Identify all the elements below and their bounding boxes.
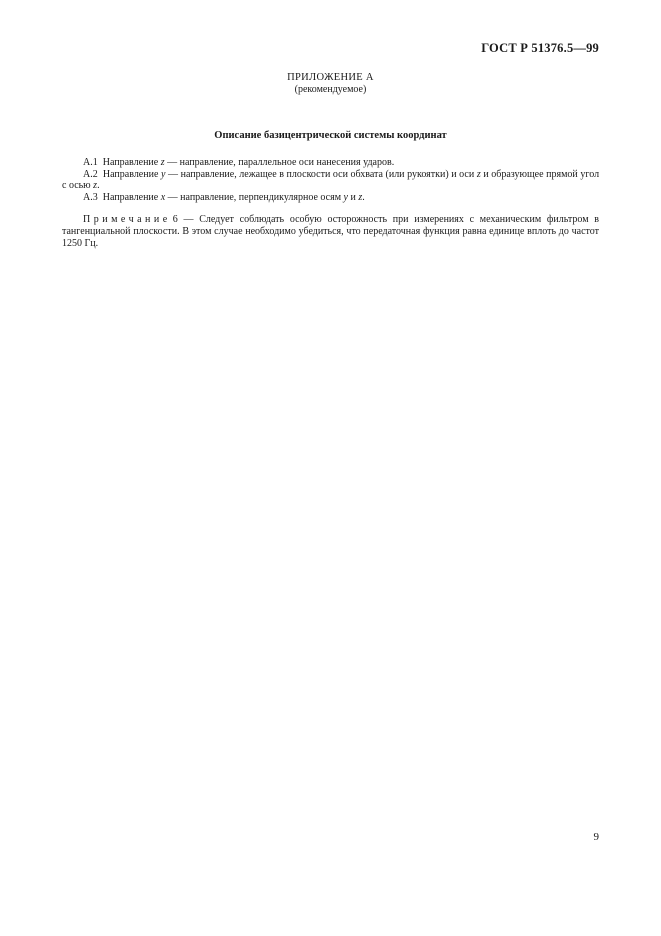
note-number: 6 xyxy=(172,214,178,226)
axis-symbol: z xyxy=(93,180,98,192)
item-number: А.1 xyxy=(83,157,98,168)
item-number: А.3 xyxy=(83,191,98,203)
item-a3 xyxy=(62,192,599,204)
note-label: Примечание xyxy=(83,214,171,226)
item-lead: Направление xyxy=(102,168,159,180)
item-text: и xyxy=(350,191,356,203)
axis-symbol: x xyxy=(160,191,166,203)
appendix-subtitle: (рекомендуемое) xyxy=(294,84,367,95)
item-text: и образующее прямой угол с осью xyxy=(62,168,600,192)
axis-symbol: y xyxy=(160,168,166,180)
axis-symbol: y xyxy=(343,191,348,203)
body-text xyxy=(62,157,599,249)
axis-symbol: z xyxy=(160,157,165,168)
item-a1 xyxy=(62,157,599,169)
item-lead: Направление xyxy=(102,157,159,168)
note-paragraph xyxy=(62,214,599,249)
item-a2 xyxy=(62,169,599,192)
item-end: . xyxy=(362,191,365,203)
item-number: А.2 xyxy=(83,168,98,180)
appendix-title: ПРИЛОЖЕНИЕ А xyxy=(287,72,374,83)
axis-symbol: z xyxy=(476,168,481,180)
item-text: — направление, параллельное оси нанесения ударов. xyxy=(167,157,395,168)
note-text: — Следует соблюдать особую осторожность при измерениях с механическим фильтром в тангенциальной плоскости. В этом случае необходимо убедиться, что передаточная функция равна единице вплоть до частот 1250 Гц. xyxy=(62,214,599,249)
item-text: — направление, лежащее в плоскости оси обхвата (или рукоятки) и оси xyxy=(168,168,475,180)
item-end: . xyxy=(97,180,100,192)
item-lead: Направление xyxy=(102,191,159,203)
document-code: ГОСТ Р 51376.5—99 xyxy=(481,41,599,55)
section-title: Описание базицентрической системы координат xyxy=(214,130,447,141)
page-number: 9 xyxy=(593,831,599,843)
appendix-heading xyxy=(0,72,661,96)
axis-symbol: z xyxy=(358,191,363,203)
item-text: — направление, перпендикулярное осям xyxy=(167,191,342,203)
